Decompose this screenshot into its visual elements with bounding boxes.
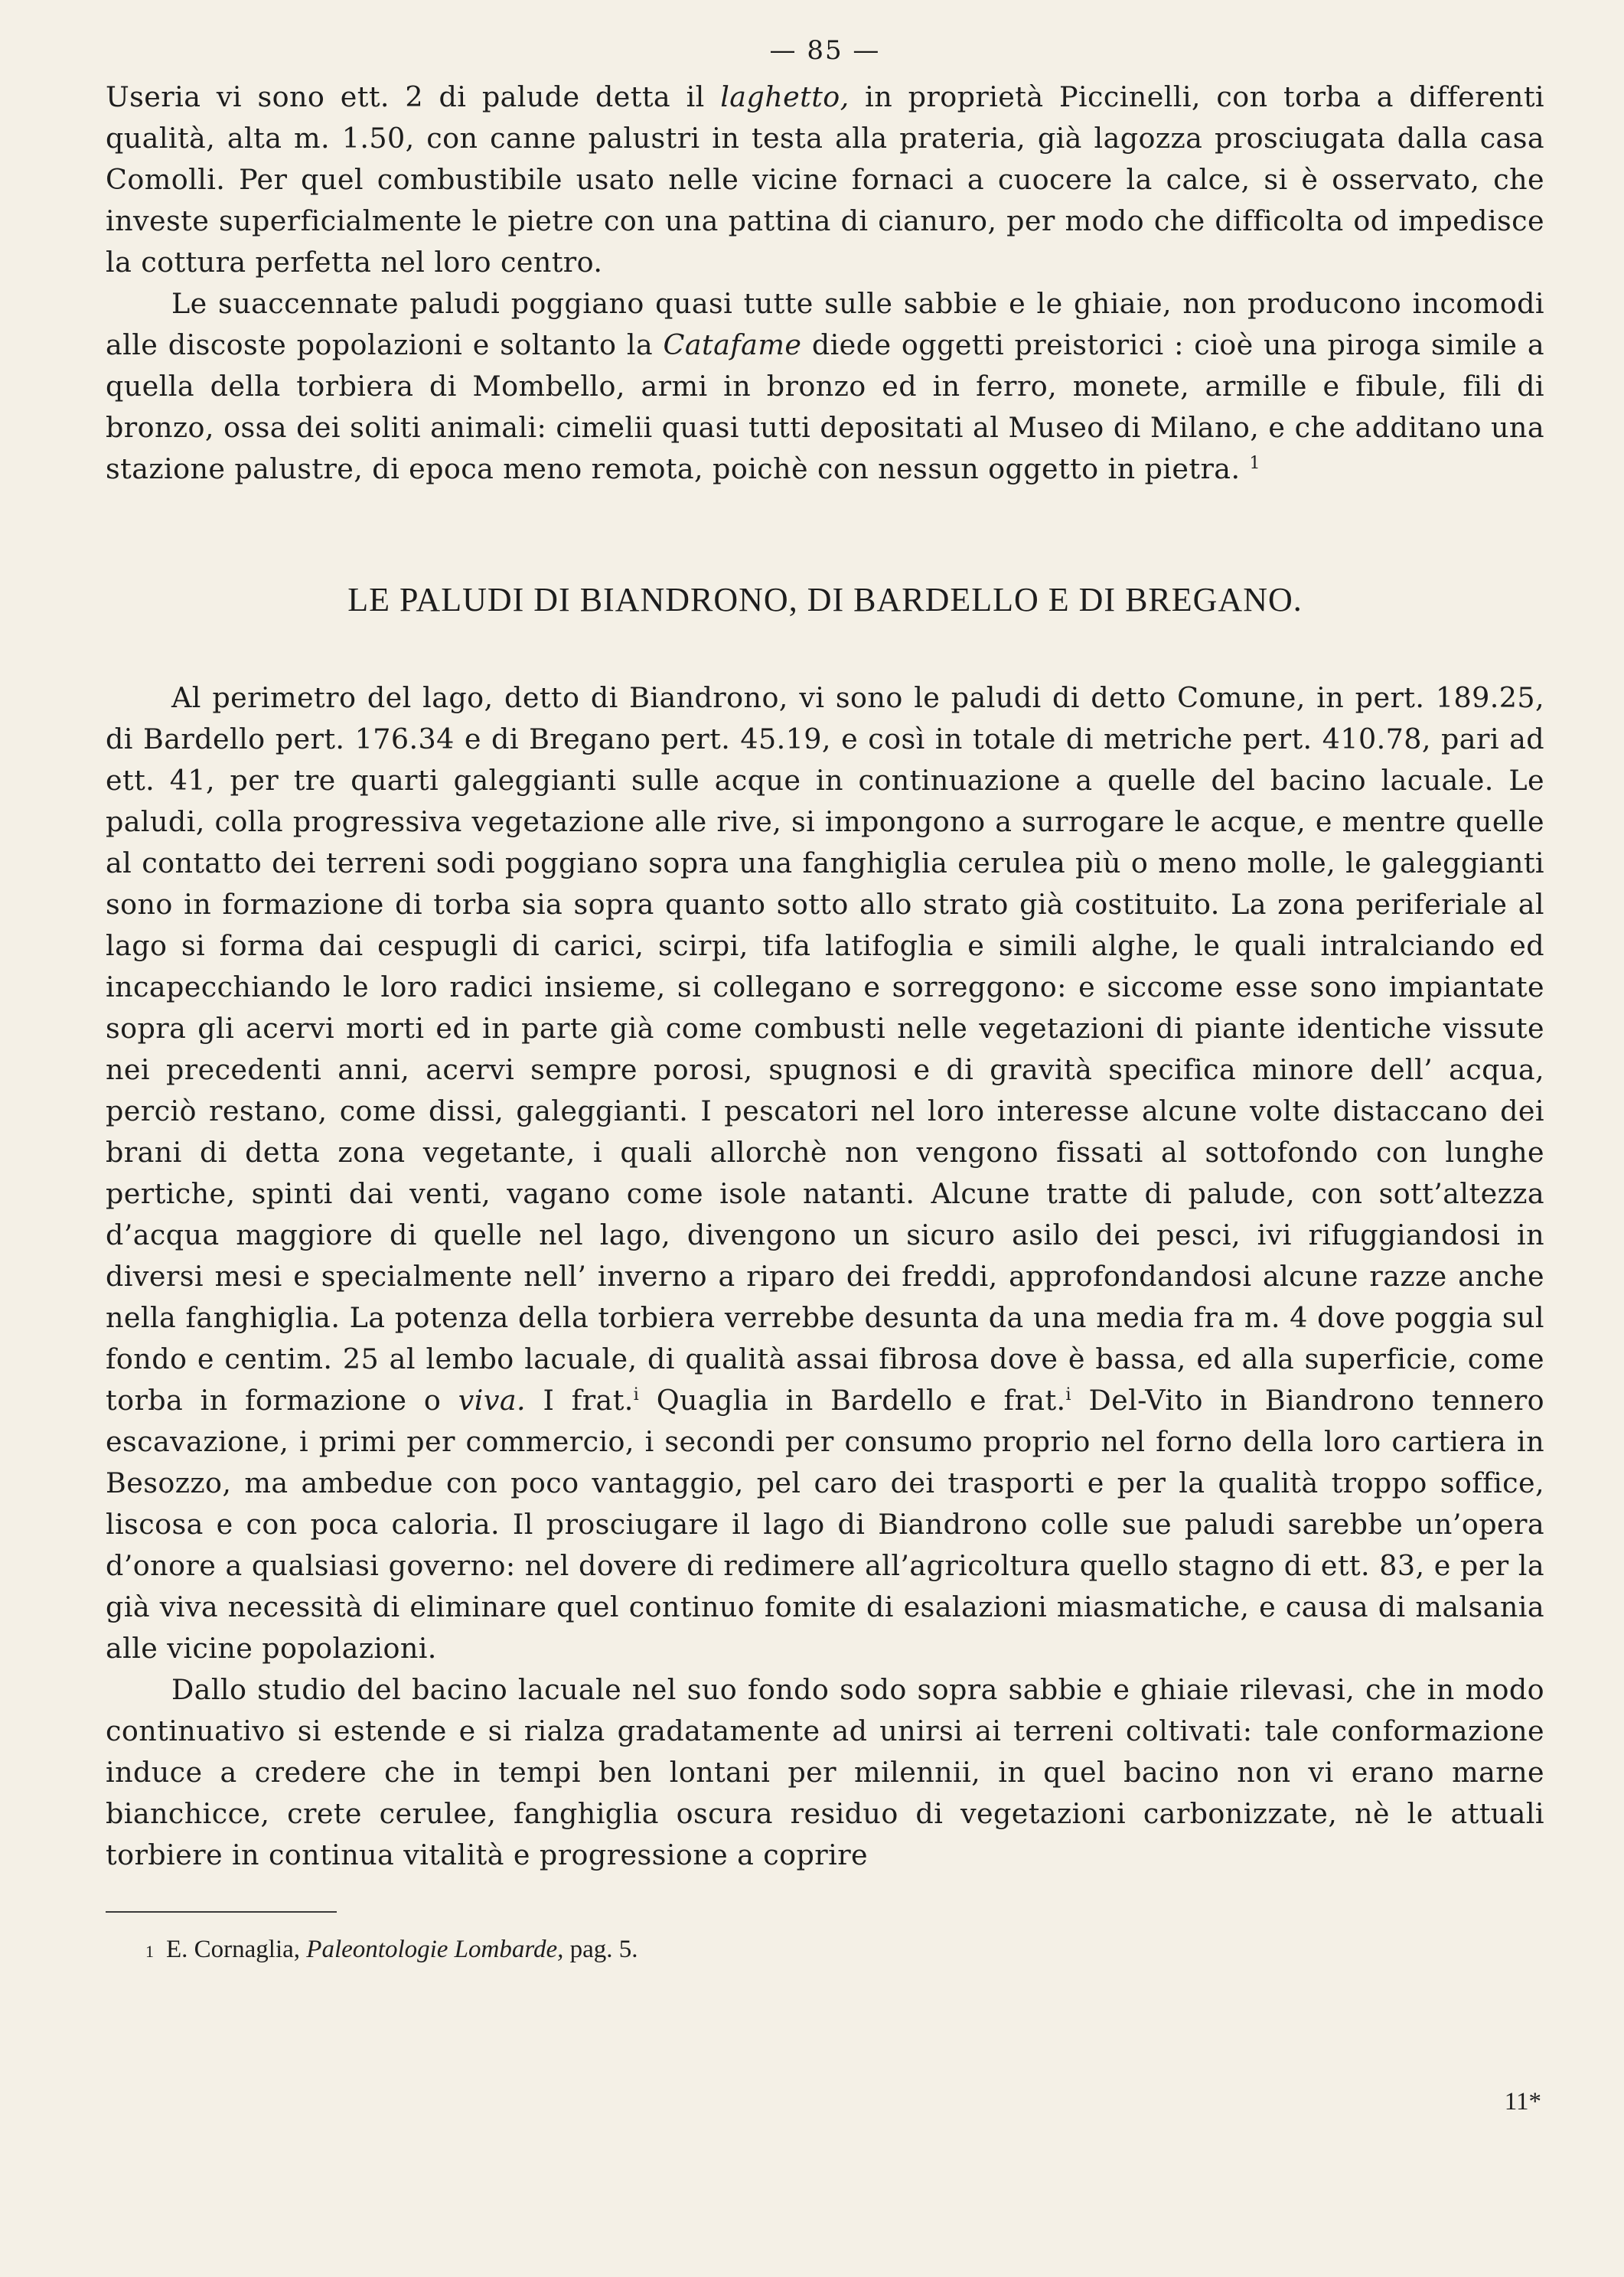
paragraph-2-text-a: Le suaccennate paludi poggiano quasi tutte sulle sabbie e le ghiaie, non producono incomodi alle discoste popolazioni e soltanto la (106, 287, 1544, 361)
footnote-author: E. Cornaglia, (166, 1936, 307, 1963)
paragraph-4: Dallo studio del bacino lacuale nel suo fondo sodo sopra sabbie e ghiaie rilevasi, che in modo continuativo si estende e si rialza gradatamente ad unirsi ai terreni coltivati: tale conformazione induce a credere che in tempi ben lontani per milennii, in quel bacino non vi erano marne bianchicce, crete cerulee, fanghiglia oscura residuo di vegetazioni carbonizzate, nè le attuali torbiere in continua vitalità e progressione a coprire (106, 1673, 1544, 1871)
footnote-title: Paleontologie Lombarde, (306, 1936, 564, 1963)
paragraph-3-text-b: I frat. (526, 1384, 634, 1417)
paragraph-2-italic: Catafame (663, 328, 802, 361)
paragraph-3-italic: viva. (458, 1384, 527, 1417)
paragraph-3-text-c: Quaglia in Bardello e frat. (639, 1384, 1066, 1417)
paragraph-1 (106, 77, 1544, 283)
footnote-reference: 1 (1249, 453, 1260, 473)
paragraph-3-text-d: Del-Vito in Biandrono tennero escavazione, i primi per commercio, i secondi per consumo proprio nel forno della loro cartiera in Besozzo, ma ambedue con poco vantaggio, pel caro dei trasporti e per la qualità troppo soffice, liscosa e con poca caloria. Il prosciugare il lago di Biandrono colle sue paludi sarebbe un’opera d’onore a qualsiasi governo: nel dovere di redimere all’agricoltura quello stagno di ett. 83, e per la già viva necessità di eliminare quel continuo fomite di esalazioni miasmatiche, e causa di malsania alle vicine popolazioni. (106, 1384, 1545, 1665)
paragraph-1-text-b: in proprietà Piccinelli, con torba a differenti qualità, alta m. 1.50, con canne palustri in testa alla prateria, già lagozza prosciugata dalla casa Comolli. Per quel combustibile usato nelle vicine fornaci a cuocere la calce, si è osservato, che investe superficialmente le pietre con una pattina di cianuro, per modo che difficolta od impedisce la cottura perfetta nel loro centro. (106, 80, 1544, 279)
paragraph-2-text-b: diede oggetti preistorici : cioè una piroga simile a quella della torbiera di Mombello, armi in bronzo ed in ferro, monete, armille e fibule, fili di bronzo, ossa dei soliti animali: cimelii quasi tutti depositati al Museo di Milano, e che additano una stazione palustre, di epoca meno remota, poichè con nessun oggetto in pietra. (106, 328, 1544, 485)
page-body (106, 31, 1544, 1967)
footnote (145, 1934, 1544, 1967)
paragraph-1-text-a: Useria vi sono ett. 2 di palude detta il (106, 80, 721, 113)
paragraph-3-text-a: Al perimetro del lago, detto di Biandrono, vi sono le paludi di detto Comune, in pert. 189.25, di Bardello pert. 176.34 e di Bregano pert. 45.19, e così in totale di metriche pert. 410.78, pari ad ett. 41, per tre quarti galeggianti sulle acque in continuazione a quelle del bacino lacuale. Le paludi, colla progressiva vegetazione alle rive, si impongono a surrogare le acque, e mentre quelle al contatto dei terreni sodi poggiano sopra una fanghiglia cerulea più o meno molle, le galeggianti sono in formazione di torba sia sopra quanto sotto allo strato già costituito. La zona periferiale al lago si forma dai cespugli di carici, scirpi, tifa latifoglia e simili alghe, le quali intralciando ed incapecchiando le loro radici insieme, si collegano e sorreggono: e siccome esse sono impiantate sopra gli acervi morti ed in parte già come combusti nelle vegetazioni di piante identiche vissute nei precedenti anni, acervi sempre porosi, spugnosi e di gravità specifica minore dell’ acqua, perciò restano, come dissi, galeggianti. I pescatori nel loro interesse alcune volte distaccano dei brani di detta zona vegetante, i quali allorchè non vengono fissati al sottofondo con lunghe pertiche, spinti dai venti, vagano come isole natanti. Alcune tratte di palude, con sott’altezza d’acqua maggiore di quelle nel lago, divengono un sicuro asilo dei pesci, ivi rifuggiandosi in diversi mesi e specialmente nell’ inverno a riparo dei freddi, approfondandosi alcune razze anche nella fanghiglia. La potenza della torbiera verrebbe desunta da una media fra m. 4 dove poggia sul fondo e centim. 25 al lembo lacuale, di qualità assai fibrosa dove è bassa, ed alla superficie, come torba in formazione o (106, 681, 1544, 1417)
page-number: — 85 — (769, 35, 881, 66)
paragraph-3 (106, 677, 1544, 1669)
footnote-divider (106, 1911, 337, 1913)
paragraph-1-italic: laghetto, (720, 80, 850, 113)
abbrev-superscript-2: i (1065, 1385, 1071, 1404)
signature-mark: 11* (1504, 2088, 1541, 2116)
abbrev-superscript-1: i (633, 1385, 640, 1404)
paragraph-2 (106, 283, 1544, 490)
footnote-number: 1 (145, 1942, 154, 1961)
section-heading: LE PALUDI DI BIANDRONO, DI BARDELLO E DI BREGANO. (347, 581, 1303, 618)
footnote-page: pag. 5. (563, 1936, 638, 1963)
